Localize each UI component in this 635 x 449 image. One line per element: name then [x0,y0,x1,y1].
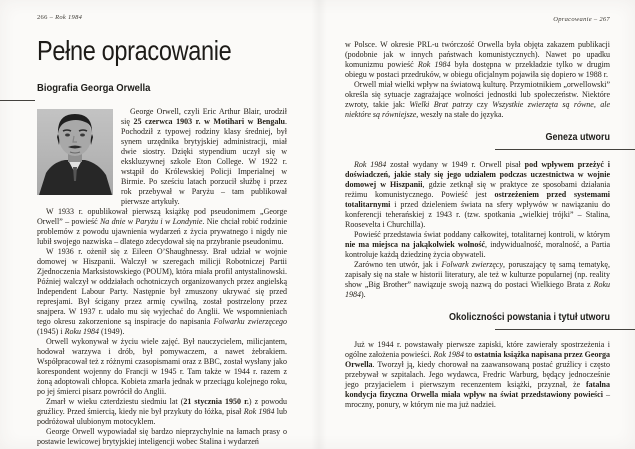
text-segment-bold: ostrzeżeniem przed systemami totalitarnymi [345,190,610,209]
text-segment-normal: (1949). [99,327,125,336]
text-segment-normal: Orwell miał wielki wpływ na światową kulturę. Przymiotnikiem „orwellowski” określa się sytuacje zagrażające wolności jednostki lub społeczeństw. Niektóre zwroty, takie jak: [345,80,610,109]
paragraph [37,207,287,247]
text-segment-normal: , gdzie zetknął się w praktyce ze sposobami działania reżimu komunistycznego. Powieść jest [345,180,610,199]
right-page-body [345,40,610,410]
orwell-photo [37,109,113,195]
section-heading-block [345,132,610,150]
text-segment-bold: 21 stycznia 1950 r. [183,397,249,406]
text-segment-italic: Roku 1984 [64,327,99,336]
text-segment-normal: . Nie chciał robić rodzinie problemów z powodu ujawnienia wydarzeń z życia prywatnego i nigdy nie lubił swojego nazwiska – dlatego zdecydował się na przybranie pseudonimu. [37,217,287,246]
page-title: Pełne opracowanie [37,35,232,66]
paragraph [345,230,610,260]
text-segment-normal: Orwell wykonywał w życiu wiele zajęć. Był nauczycielem, milicjantem, hodował warzywa i drób, był pomywaczem, a nawet żebrakiem. Współpracował też z różnymi czasopismami oraz z BBC, został wysłany jako korespondent wojenny do Francji w 1945 r. Tam także w 1944 r. razem z żoną adoptowali chłopca. Kobieta zmarła jednak w przeciągu kolejnego roku, po jej śmierci pisarz powrócił do Anglii. [37,337,287,396]
text-segment-normal: . Pochodził z typowej rodziny klasy średniej, był synem urzędnika brytyjskiej administracji, miał dwie siostry. Dzięki stypendium uczył się w ekskluzywnej szkole Eton College. W 1922 r. wstąpił do Królewskiej Policji Imperialnej w Birmie. Po sześciu latach porzucił służbę i przez rok przebywał w Paryżu – tam publikował pierwsze artykuły. [121,117,287,206]
running-head-left [37,14,287,22]
section-heading: Geneza utworu [545,132,610,143]
text-segment-normal: była dostępna w przekładzie tylko w drugim obiegu w postaci przedruków, w obiegu oficjalnym pojawiła się dopiero w 1988 r. [345,60,611,79]
paragraph [37,247,287,337]
text-segment-italic: Rok 1984 [417,60,451,69]
text-segment-normal: Zmarł w wieku czterdziestu siedmiu lat ( [46,397,184,406]
paragraph [345,340,610,410]
text-segment-italic: Rok 1984 [354,160,387,169]
paragraph [37,397,287,427]
text-segment-italic: Rok 1984 [433,350,464,359]
text-segment-italic: Rok 1984 [243,407,275,416]
text-segment-normal: , indywidualność, moralność, a Partia kontroluje każdą dziedzinę życia obywateli. [345,240,610,259]
running-head-right [345,16,610,24]
text-segment-bold: pod wpływem przeżyć i doświadczeń, jakie stały się jego udziałem podczas uczestnictwa w wojnie domowej w Hiszpanii [345,160,611,189]
page-number-left: 266 – [37,14,54,21]
heading-rule [495,149,635,150]
section-heading-biografia: Biografia Georga Orwella [37,82,151,94]
text-segment-normal: , poruszający tę samą tematykę, zapisały się na stałe w historii literatury, ale też w kulturze popularnej (np. reality show „Big Brother” nawiązuje swoją nazwą do postaci Wielkiego Brata z [345,260,610,289]
text-segment-bold: nie ma miejsca na jakąkolwiek wolność [345,240,485,249]
text-segment-italic: Wszystkie zwierzęta są równe, ale niektóre są równiejsze [345,100,610,119]
paragraph [345,160,610,230]
text-segment-normal: czy [472,100,493,109]
text-segment-normal: w Polsce. W okresie PRL-u twórczość Orwella była objęta zakazem publikacji (podobnie jak w innych państwach komunistycznych). Nawet po upadku komunizmu powieść [345,40,610,69]
text-segment-normal: , weszły na stałe do języka. [416,110,504,119]
heading-rule [0,100,35,101]
heading-rule [495,329,635,330]
book-title: Rok 1984 [55,14,83,21]
text-segment-normal: W 1936 r. ożenił się z Eileen O’Shaughnessy. Brał udział w wojnie domowej w Hiszpanii. Walczył w szeregach milicji Robotniczej Partii Zjednoczenia Marksistowskiego (POUM), która miała profil antystalinowski. Później walczył w oddziałach ochotniczych organizowanych przez angielską Independent Labour Party. Następnie był zmuszony ukrywać się przed represjami. Był ścigany przez armię cywilną, został postrzelony przez snajpera. W 1937 r. udało mu się wyjechać do Anglii. We wspomnieniach tego okresu zakorzenione są inspiracje do napisania [37,247,287,326]
paragraph [345,40,610,80]
left-page-body [37,107,287,447]
text-segment-normal: został wydany w 1949 r. Orwell pisał [386,160,525,169]
section-heading-block [37,82,287,94]
text-segment-normal: – mroczny, ponury, w którym nie ma już nadziei. [345,390,610,409]
paragraph [37,337,287,397]
text-segment-normal: . Tworzył ją, kiedy chorował na zaawansowaną postać gruźlicy i często przebywał w szpitalach. Jego wydawca, Fredric Warburg, będący jednocześnie jego przyjacielem i pierwszym recenzentem książki, przyznał, że [345,360,610,389]
paragraph [345,260,610,300]
text-segment-normal: ). [361,290,366,299]
text-segment-normal: Zarówno ten utwór, jak i [354,260,442,269]
text-segment-normal: lub podróżował ulubionym motocyklem. [37,407,287,426]
right-page [320,0,635,449]
text-segment-normal: Już w 1944 r. powstawały pierwsze zapiski, które zawierały spostrzeżenia i ogólne założenia powieści. [345,340,610,359]
text-segment-normal: Powieść przedstawia świat poddany całkowitej, totalitarnej kontroli, w którym [354,230,610,239]
text-segment-normal: to [464,350,475,359]
text-segment-normal: (1945) i [37,327,65,336]
text-segment-italic: Folwark zwierzęcy [441,260,504,269]
text-segment-bold: fatalna kondycja fizyczna Orwella miała wpływ na świat przedstawiony powieści [345,380,610,399]
text-segment-normal: i przed dzieleniem świata na sfery wpływów w nawiązaniu do konferencji teherańskiej z 1943 r. (tzw. spotkania „wielkiej trójki” – Stalina, Roosevelta i Churchilla). [345,200,610,229]
text-segment-bold: 25 czerwca 1903 r. w Motihari w Bengalu [133,117,285,126]
text-segment-normal: George Orwell wypowiadał się bardzo nieprzychylnie na łamach prasy o postawie lewicowej brytyjskiej inteligencji wobec Stalina i wydarzeń [37,427,287,446]
paragraph [37,427,287,447]
text-segment-normal: ) z powodu gruźlicy. Przed śmiercią, kiedy nie był przykuty do łóżka, pisał [37,397,287,416]
text-segment-normal: George Orwell, czyli Eric Arthur Blair, urodził się [121,107,287,126]
section-heading: Okoliczności powstania i tytuł utworu [448,312,610,323]
text-segment-italic: Wielki Brat patrzy [409,100,473,109]
text-segment-italic: Na dnie w Paryżu i w Londynie [99,217,203,226]
text-segment-normal: W 1933 r. opublikował pierwszą książkę pod pseudonimem „George Orwell” – powieść [37,207,287,226]
text-segment-italic: Folwarku zwierzęcego [213,317,287,326]
page-number-right: Opracowanie – 267 [553,16,610,23]
george-orwell-portrait-icon [37,109,113,195]
section-heading-block [345,312,610,330]
text-segment-bold: ostatnia książka napisana przez Georga Orwella [345,350,610,369]
text-segment-italic: Roku 1984 [345,280,610,299]
paragraph [345,80,610,120]
